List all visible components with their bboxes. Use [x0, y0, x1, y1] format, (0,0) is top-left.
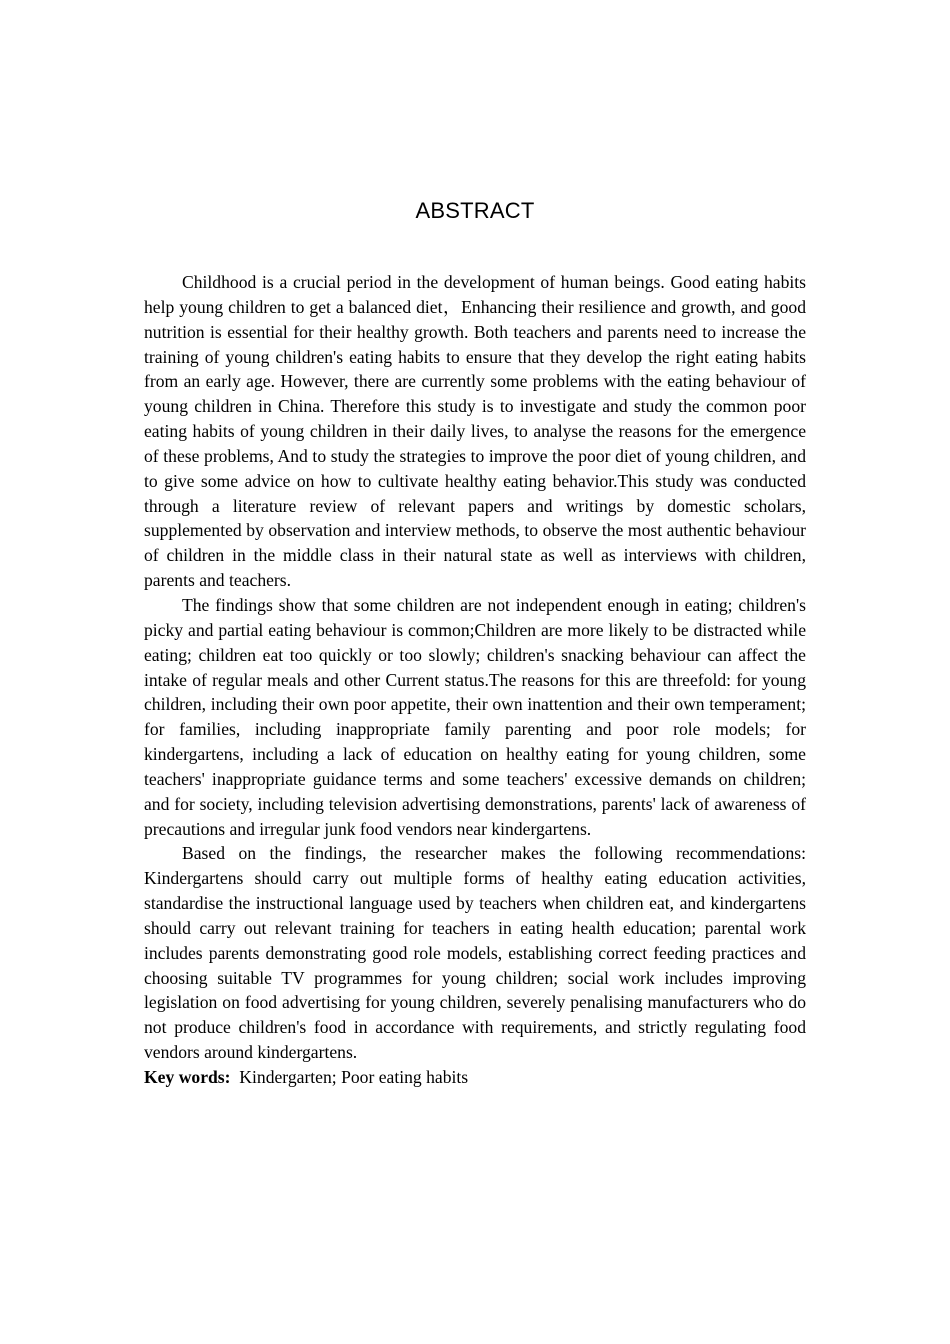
keywords-value: Kindergarten; Poor eating habits [239, 1067, 469, 1087]
abstract-paragraph-3: Based on the findings, the researcher makes the following recommendations: Kindergartens should carry out multiple forms of healthy eating education activities, standardise the instructional language used by teachers when children eat, and kindergartens should carry out relevant training for teachers in eating health education; parental work includes parents demonstrating good role models, establishing correct feeding practices and choosing suitable TV programmes for young children; social work includes improving legislation on food advertising for young children, severely penalising manufacturers who do not produce children's food in accordance with requirements, and strictly regulating food vendors around kindergartens. [144, 843, 806, 1063]
keywords-label: Key words: [144, 1067, 231, 1087]
abstract-paragraph-2: The findings show that some children are not independent enough in eating; children's picky and partial eating behaviour is common;Children are more likely to be distracted while eating; children eat too quickly or too slowly; children's snacking behaviour can affect the intake of regular meals and other Current status.The reasons for this are threefold: for young children, including their own poor appetite, their own inattention and their own temperament; for families, including inappropriate family parenting and poor role models; for kindergartens, including a lack of education on healthy eating for young children, some teachers' inappropriate guidance terms and some teachers' excessive demands on children; and for society, including television advertising demonstrations, parents' lack of awareness of precautions and irregular junk food vendors near kindergartens. [144, 594, 806, 839]
abstract-body [144, 270, 806, 1090]
abstract-title: ABSTRACT [415, 198, 535, 223]
keywords-line [144, 1065, 806, 1090]
abstract-paragraph-1: Childhood is a crucial period in the development of human beings. Good eating habits help young children to get a balanced diet，Enhancing their resilience and growth, and good nutrition is essential for their healthy growth. Both teachers and parents need to increase the training of young children's eating habits to ensure that they develop the right eating habits from an early age. However, there are currently some problems with the eating behaviour of young children in China. Therefore this study is to investigate and study the common poor eating habits of young children in their daily lives, to analyse the reasons for the emergence of these problems, And to study the strategies to improve the poor diet of young children, and to give some advice on how to cultivate healthy eating behavior.This study was conducted through a literature review of relevant papers and writings by domestic scholars, supplemented by observation and interview methods, to observe the most authentic behaviour of children in the middle class in their natural state as well as interviews with children, parents and teachers. [144, 272, 806, 591]
